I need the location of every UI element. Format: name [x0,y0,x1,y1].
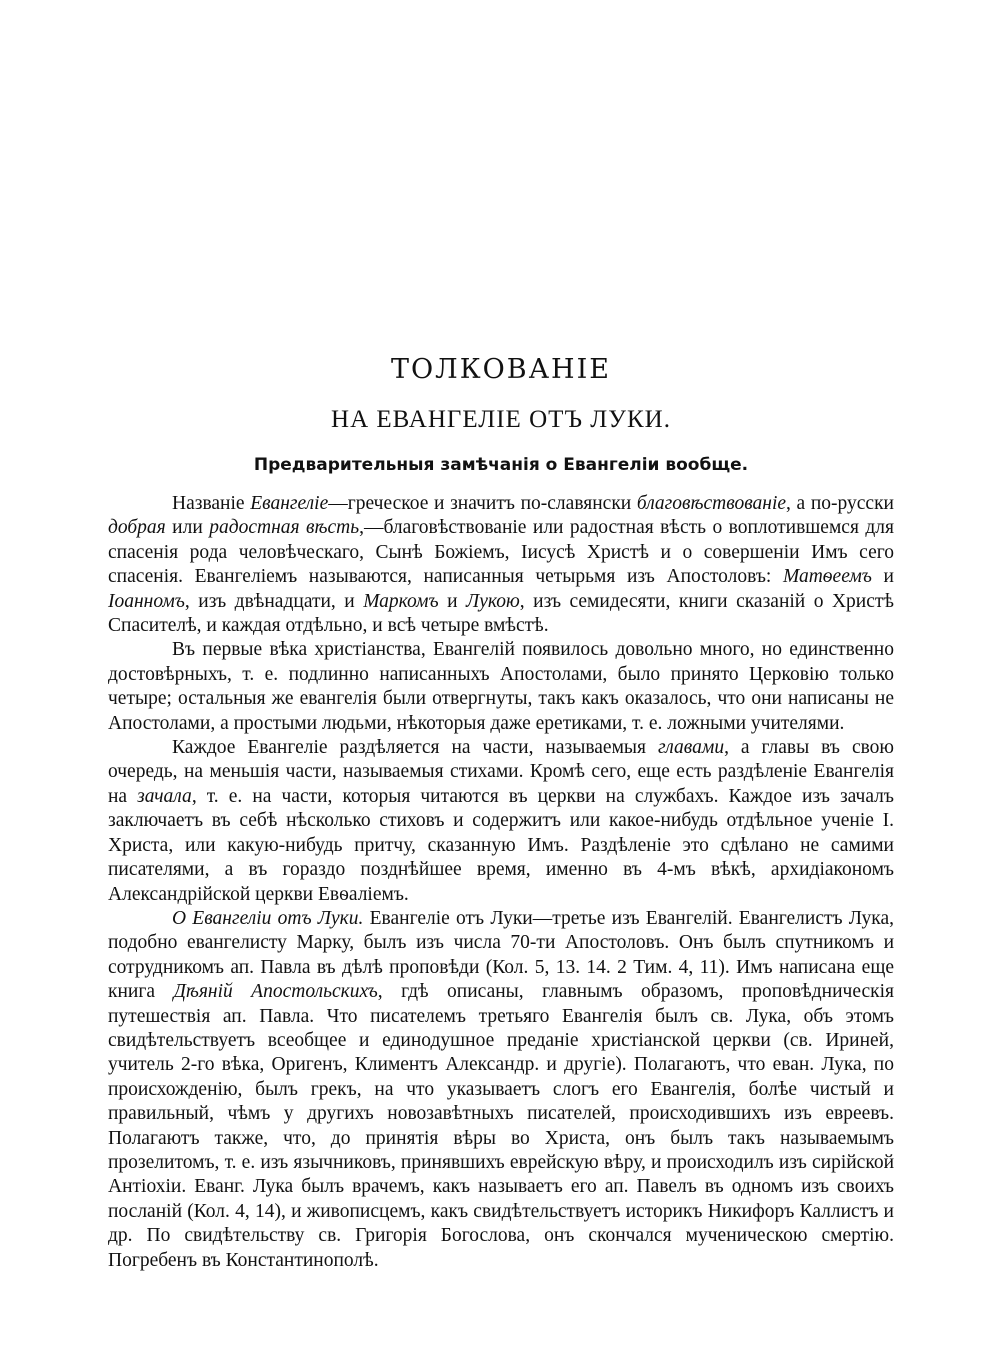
italic-run: Лукою [466,590,520,612]
document-title: ТОЛКОВАНІЕ [391,354,611,385]
italic-run: зачала [137,785,192,807]
document-page [108,352,894,1273]
italic-run: Евангеліе [250,493,329,514]
text-run: или [165,517,210,539]
section-heading: Предварительныя замѣчанія о Евангеліи вообще. [253,455,749,475]
italic-run: благовѣствованіе [636,493,787,514]
italic-run: Іоанномъ [108,590,185,612]
text-run: —греческое и значитъ по-славянски [328,493,637,514]
italic-run: радостная вѣсть [209,517,360,539]
text-run: Евангеліе отъ Луки—третье изъ Евангелій. Евангелистъ Лука, подобно евангелисту Марку, былъ изъ числа 70-ти Апостоловъ. Онъ былъ спутникомъ и сотрудникомъ ап. Павла въ дѣлѣ проповѣди (Кол. 5, 13. 14. 2 Тим. 4, 11). Имъ написана еще книга [108,907,894,1003]
italic-run: главами [657,737,725,759]
text-run: Каждое Евангеліе раздѣляется на части, называемыя [172,737,658,759]
paragraph-2 [108,638,894,736]
document-subtitle: НА ЕВАНГЕЛІЕ ОТЪ ЛУКИ. [331,406,671,433]
text-run: Названіе [172,493,251,514]
italic-run: добрая [108,517,166,539]
document-body [108,492,894,1273]
paragraph-3 [108,736,894,907]
text-run: и [438,590,467,612]
italic-run: Дѣяній Апостольскихъ [173,981,378,1003]
text-run: и [871,566,894,588]
italic-run: О Евангеліи отъ Луки. [172,907,364,929]
paragraph-1 [108,492,894,638]
text-run: , изъ двѣнадцати, и [184,590,364,612]
text-run: , изъ семидесяти, книги сказаній о Христѣ Спасителѣ, и каждая отдѣльно, и всѣ четыре вмѣстѣ. [108,590,894,637]
text-run: , гдѣ описаны, главнымъ образомъ, проповѣдническія путешествія ап. Павла. Что писателемъ третьяго Евангелія былъ св. Лука, объ этомъ свидѣтельствуетъ всеобщее и единодушное преданіе христіанской церкви (св. Ириней, учитель 2-го вѣка, Оригенъ, Климентъ Александр. и другіе). Полагаютъ, что еван. Лука, по происхожденію, былъ грекъ, на что указываетъ слогъ его Евангелія, болѣе чистый и правильный, чѣмъ у другихъ новозавѣтныхъ писателей, происходившихъ изъ евреевъ. Полагаютъ также, что, до принятія вѣры во Христа, онъ былъ такъ называемымъ прозелитомъ, т. е. изъ язычниковъ, принявшихъ еврейскую вѣру, и происходилъ изъ сирійской Антіохіи. Еванг. Лука былъ врачемъ, какъ называетъ его ап. Павелъ въ одномъ изъ своихъ посланій (Кол. 4, 14), и живописцемъ, какъ свидѣтельствуетъ историкъ Никифоръ Каллистъ и др. По свидѣтельству св. Григорія Богослова, онъ скончался мученическою смертію. Погребенъ въ Константинополѣ. [108,981,894,1271]
text-run: , т. е. на части, которыя читаются въ церкви на службахъ. Каждое изъ зачалъ заключаетъ въ себѣ нѣсколько стиховъ и содержитъ или какое-нибудь отдѣльное ученіе І. Христа, или какую-нибудь притчу, сказанную Имъ. Раздѣленіе это сдѣлано не самими писателями, а въ гораздо позднѣйшее время, именно въ 4-мъ вѣкѣ, архидіакономъ Александрійской церкви Евѳаліемъ. [108,785,894,905]
text-run: ,—благовѣствованіе или радостная вѣсть о воплотившемся для спасенія рода человѣческаго, Сынѣ Божіемъ, Іисусѣ Христѣ и о совершеніи Имъ сего спасенія. Евангеліемъ называются, написанныя четырьмя изъ Апостоловъ: [108,517,894,588]
italic-run: Маркомъ [363,590,439,612]
text-run: , а главы въ свою очередь, на меньшія части, называемыя стихами. Кромѣ сего, еще есть раздѣленіе Евангелія на [108,737,894,807]
text-run: , а по-русски [786,493,894,514]
paragraph-4 [108,907,894,1273]
text-run: Въ первые вѣка христіанства, Евангелій появилось довольно много, но единственно достовѣрныхъ, т. е. подлинно написанныхъ Апостолами, было принято Церковію только четыре; остальныя же евангелія были отвергнуты, такъ какъ оказалось, что они написаны не Апостолами, а простыми людьми, нѣкоторыя даже еретиками, т. е. ложными учителями. [108,639,894,734]
italic-run: Матѳеемъ [782,566,872,588]
